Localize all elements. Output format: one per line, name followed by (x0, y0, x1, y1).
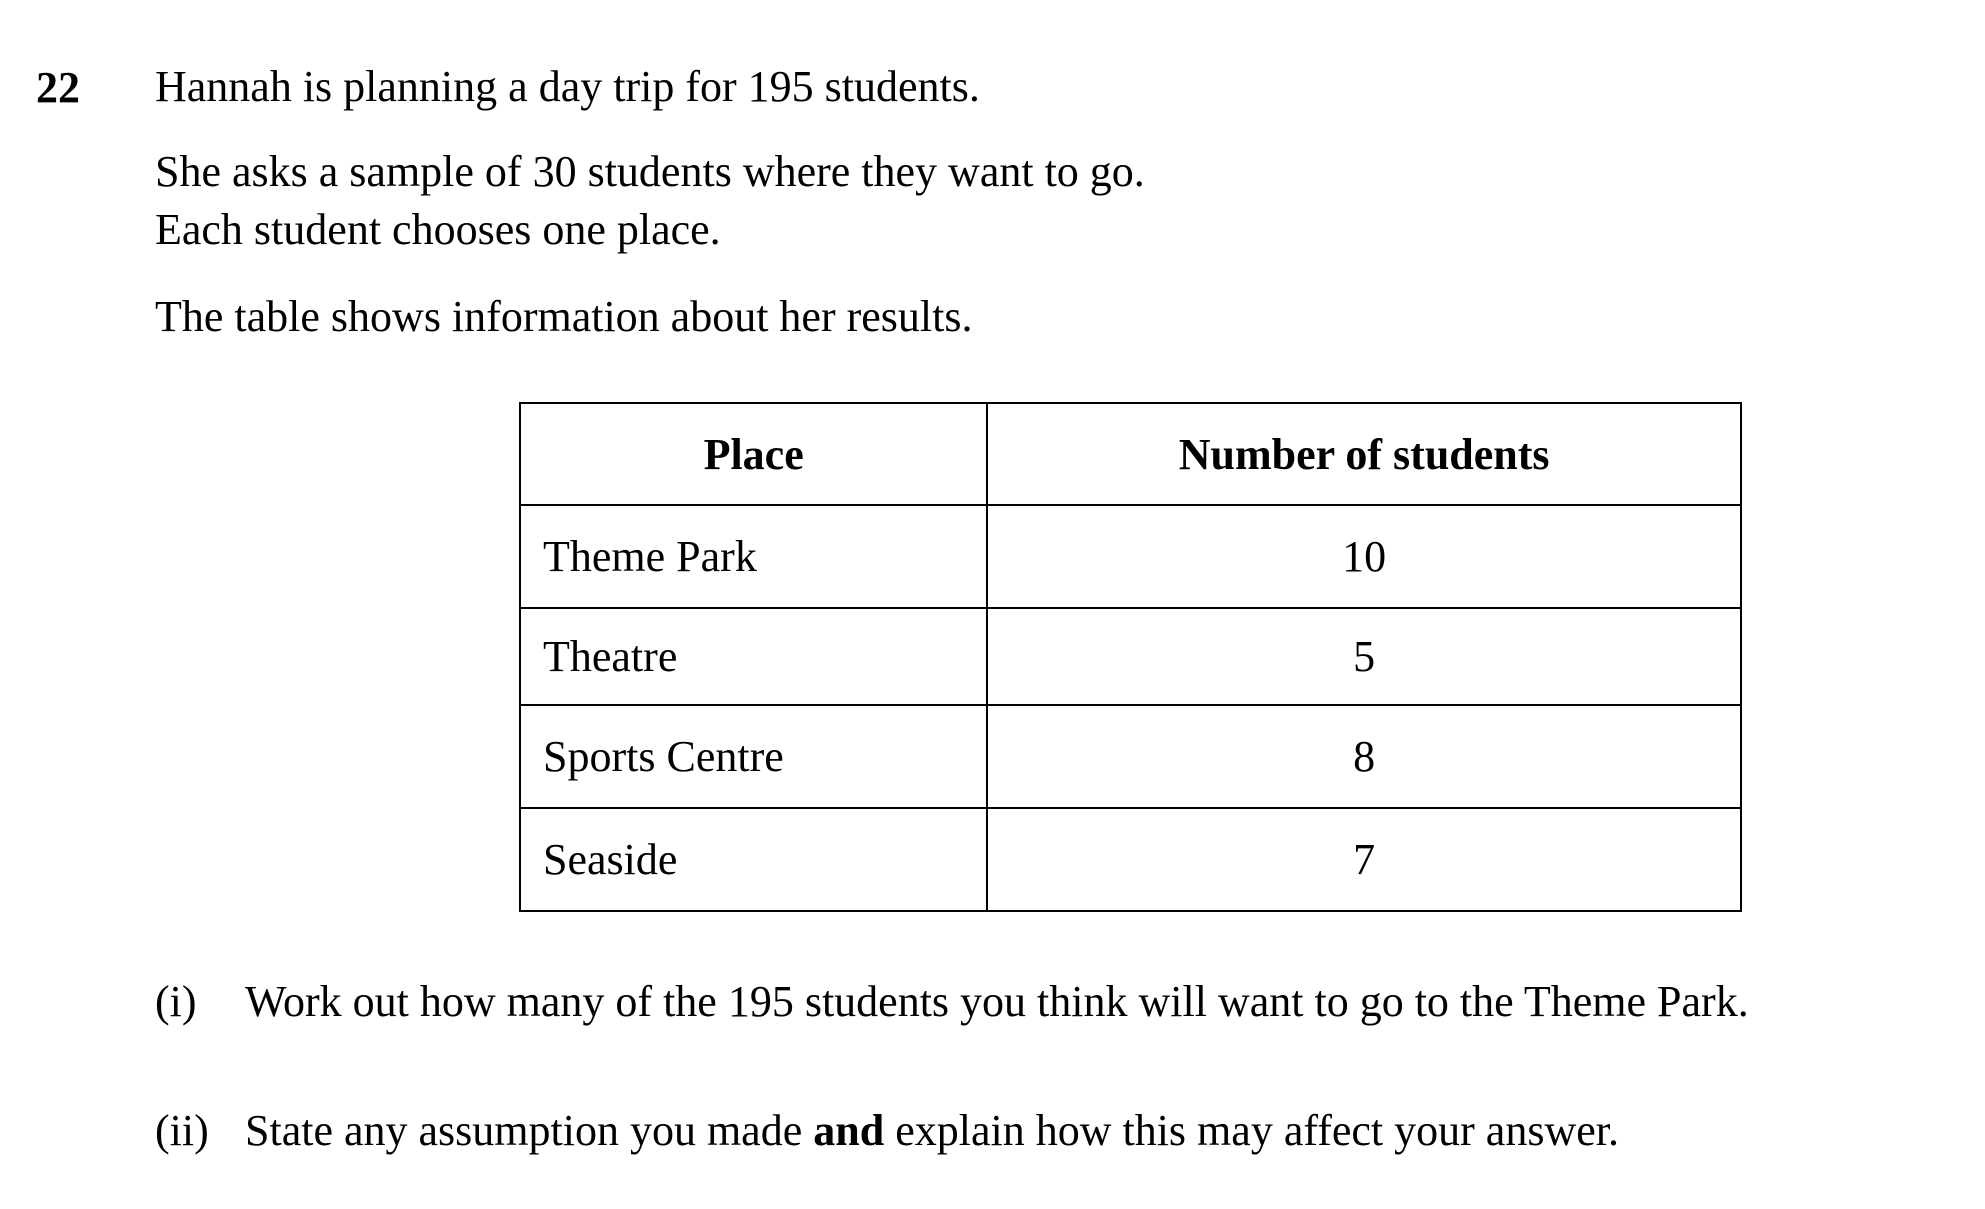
place-cell: Theatre (520, 608, 987, 705)
table-header-row (520, 403, 1741, 505)
table-row (520, 505, 1741, 608)
count-cell: 10 (987, 505, 1741, 608)
part-ii-text-before: State any assumption you made (245, 1106, 814, 1155)
place-cell: Theme Park (520, 505, 987, 608)
table-row (520, 808, 1741, 911)
table-row (520, 608, 1741, 705)
table-row (520, 705, 1741, 808)
place-cell: Seaside (520, 808, 987, 911)
part-ii-label: (ii) (155, 1106, 209, 1155)
sample-line: She asks a sample of 30 students where they want to go. (155, 147, 1145, 196)
part-i (155, 973, 1749, 1031)
header-number-of-students: Number of students (987, 403, 1741, 505)
results-table (519, 402, 1742, 912)
table-intro: The table shows information about her results. (155, 292, 973, 341)
part-ii-text-bold: and (813, 1106, 885, 1155)
question-intro: Hannah is planning a day trip for 195 students. (155, 62, 980, 111)
count-cell: 7 (987, 808, 1741, 911)
part-ii-text-after: explain how this may affect your answer. (884, 1106, 1619, 1155)
part-i-label: (i) (155, 977, 197, 1026)
question-number: 22 (36, 63, 80, 112)
header-place: Place (520, 403, 987, 505)
part-i-text: Work out how many of the 195 students you think will want to go to the Theme Park. (245, 977, 1749, 1026)
place-cell: Sports Centre (520, 705, 987, 808)
count-cell: 5 (987, 608, 1741, 705)
part-ii (155, 1102, 1619, 1160)
count-cell: 8 (987, 705, 1741, 808)
choice-line: Each student chooses one place. (155, 205, 721, 254)
